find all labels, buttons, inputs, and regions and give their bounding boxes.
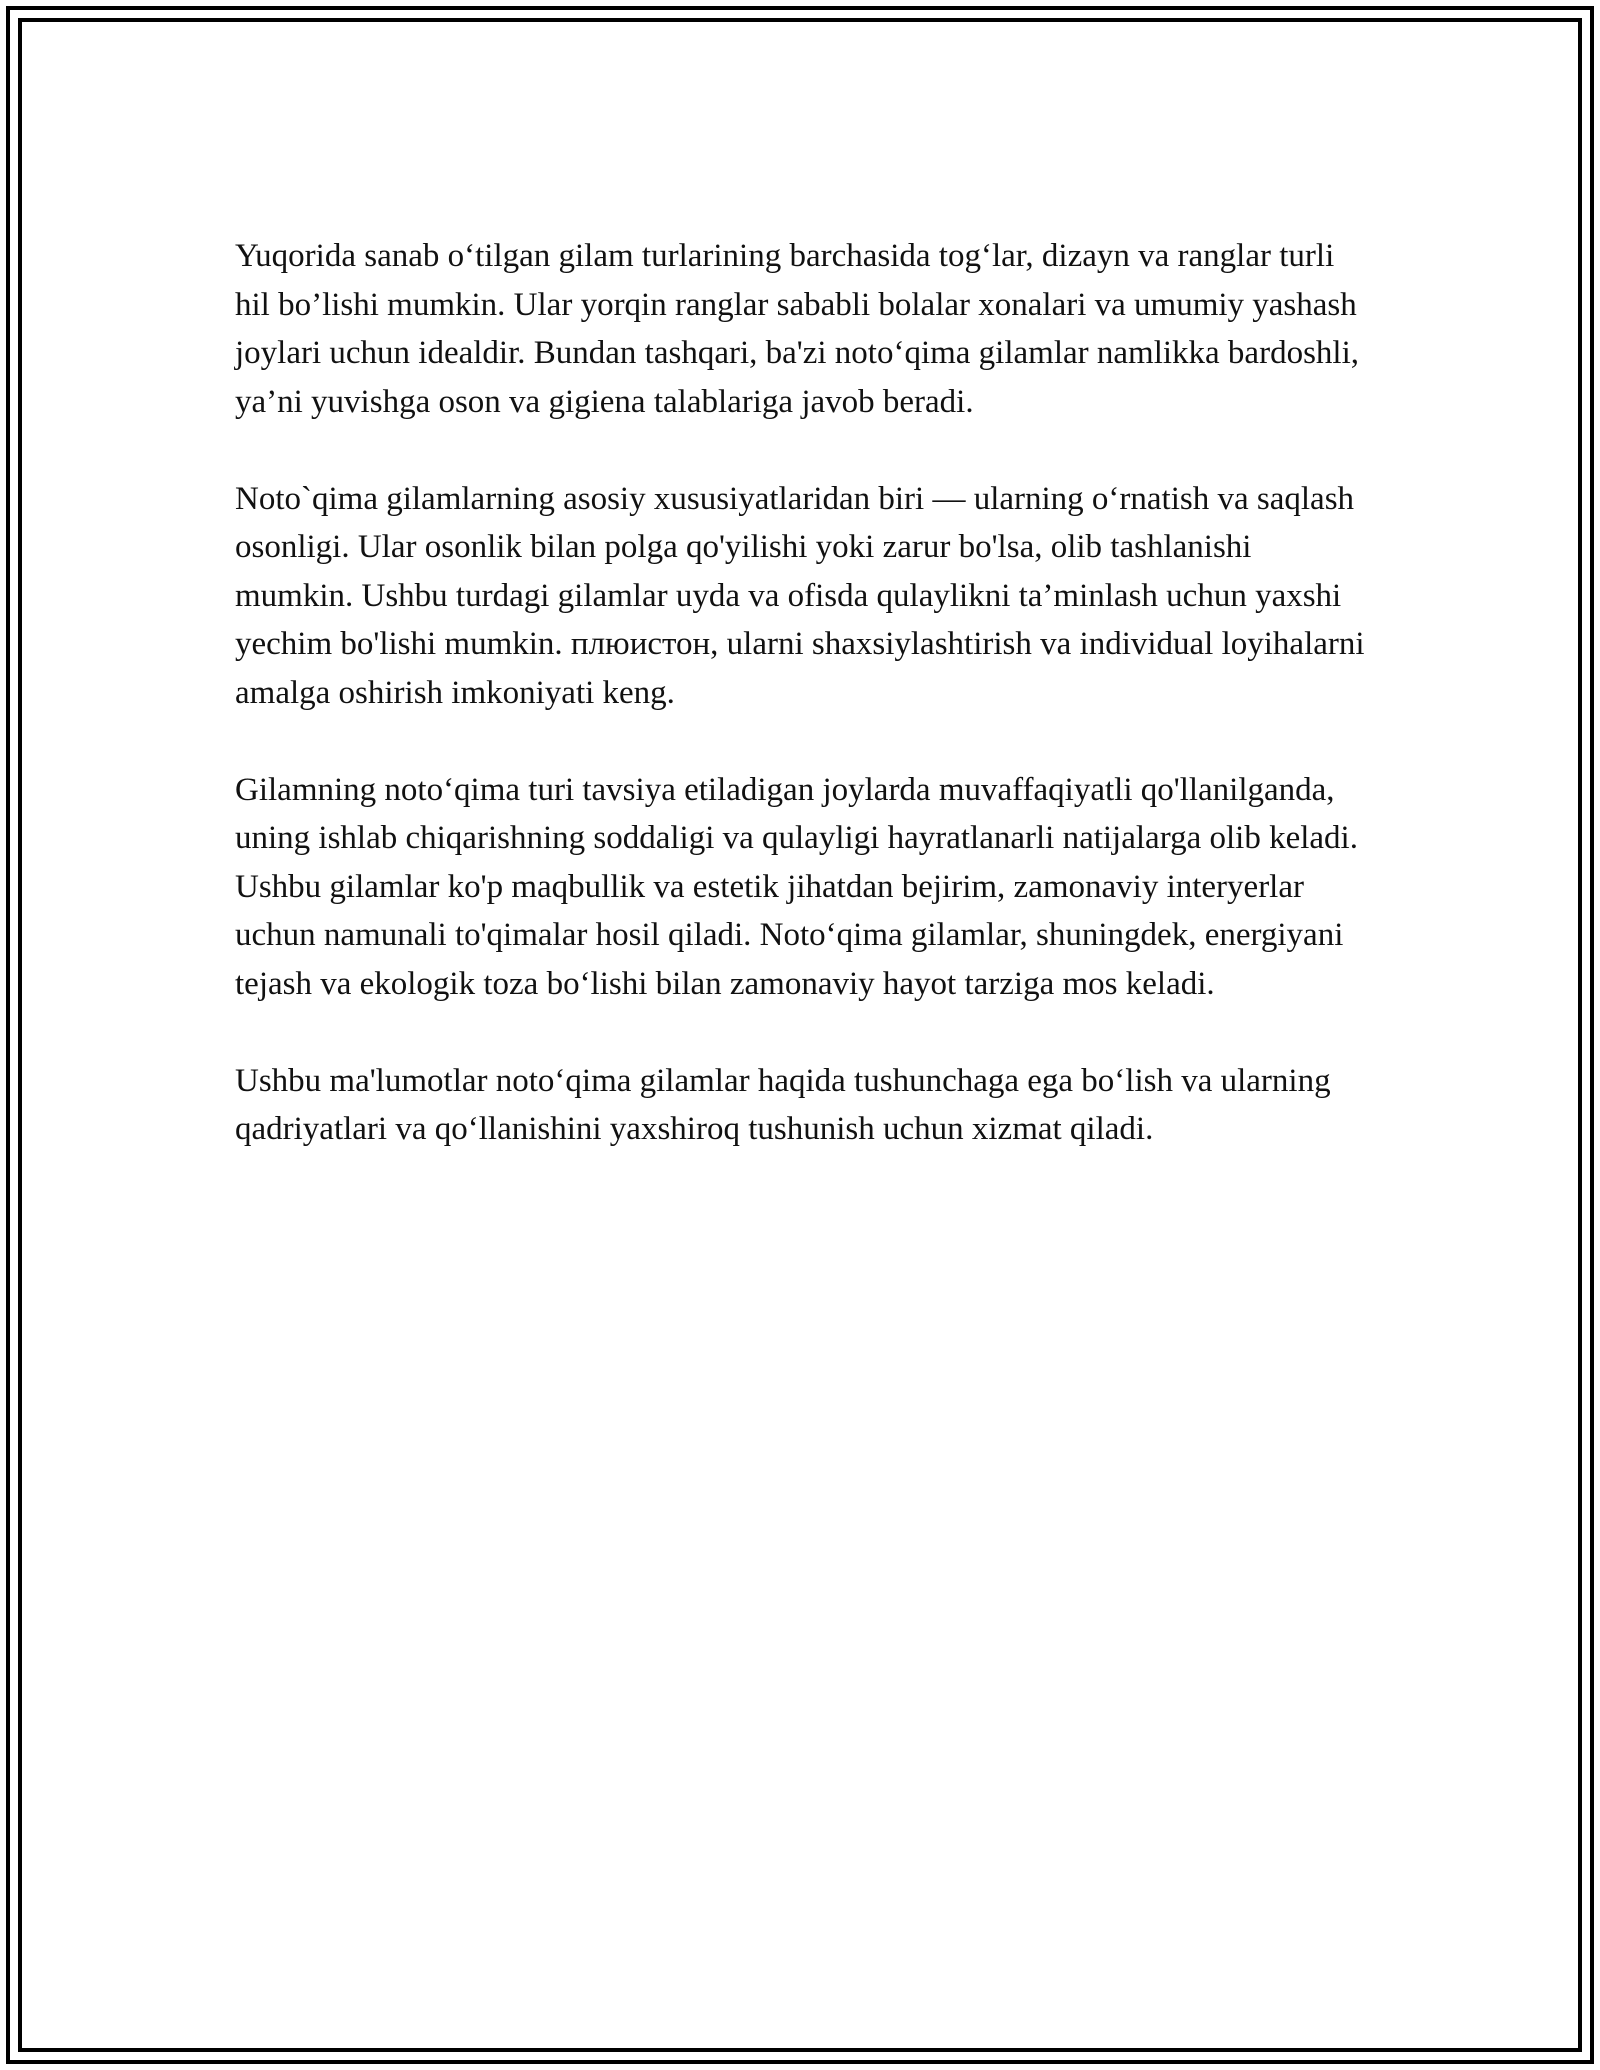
paragraph-2: Noto`qima gilamlarning asosiy xususiyatlaridan biri — ularning o‘rnatish va saqlash osonligi. Ular osonlik bilan polga qo'yilishi yoki zarur bo'lsa, olib tashlanishi mumkin. Ushbu turdagi gilamlar uyda va ofisda qulaylikni ta’minlash uchun yaxshi yechim bo'lishi mumkin. плюистон, ularni shaxsiylashtirish va individual loyihalarni amalga oshirish imkoniyati keng. xyxy=(235,480,1365,711)
document-body xyxy=(235,232,1375,1154)
paragraph-4: Ushbu ma'lumotlar noto‘qima gilamlar haqida tushunchaga ega bo‘lish va ularning qadriyatlari va qo‘llanishini yaxshiroq tushunish uchun xizmat qiladi. xyxy=(235,1062,1331,1147)
paragraph-1: Yuqorida sanab o‘tilgan gilam turlarining barchasida tog‘lar, dizayn va ranglar turli hil bo’lishi mumkin. Ular yorqin ranglar sababli bolalar xonalari va umumiy yashash joylari uchun idealdir. Bundan tashqari, ba'zi noto‘qima gilamlar namlikka bardoshli, ya’ni yuvishga oson va gigiena talablariga javob beradi. xyxy=(235,238,1359,420)
paragraph-3: Gilamning noto‘qima turi tavsiya etiladigan joylarda muvaffaqiyatli qo'llanilganda, uning ishlab chiqarishning soddaligi va qulayligi hayratlanarli natijalarga olib keladi. Ushbu gilamlar ko'p maqbullik va estetik jihatdan bejirim, zamonaviy interyerlar uchun namunali to'qimalar hosil qiladi. Noto‘qima gilamlar, shuningdek, energiyani tejash va ekologik toza bo‘lishi bilan zamonaviy hayot tarziga mos keladi. xyxy=(235,771,1358,1002)
